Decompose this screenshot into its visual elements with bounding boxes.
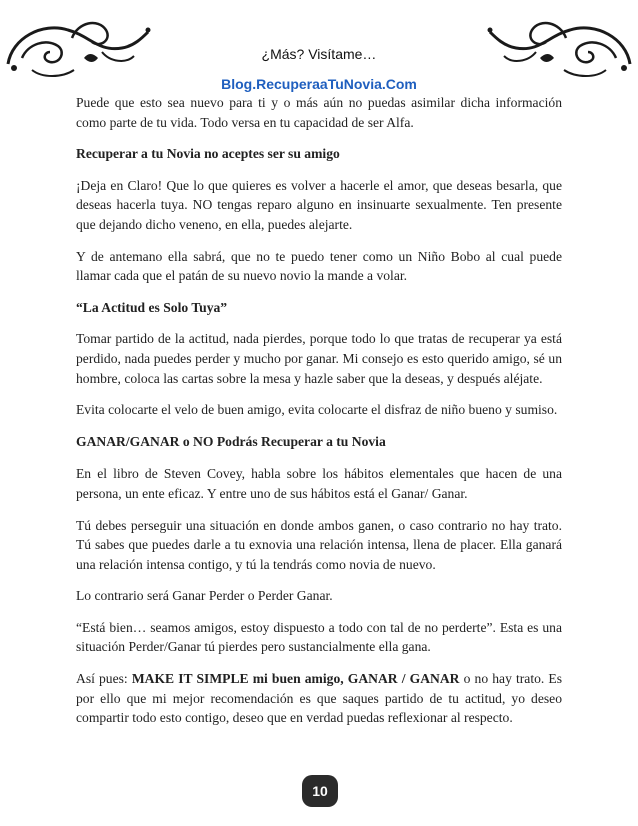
closing-emphasis: MAKE IT SIMPLE mi buen amigo, GANAR / GANAR	[131, 671, 460, 687]
paragraph: Evita colocarte el velo de buen amigo, evita colocarte el disfraz de niño bueno y sumiso.	[76, 402, 558, 418]
paragraph: Y de antemano ella sabrá, que no te puedo tener como un Niño Bobo al cual puede llamar cada que el patán de su nuevo novio la mande a volar.	[76, 248, 562, 284]
body-text	[76, 93, 562, 740]
paragraph: En el libro de Steven Covey, habla sobre los hábitos elementales que hacen de una persona, un ente eficaz. Y entre uno de sus hábitos está el Ganar/ Ganar.	[76, 466, 562, 501]
paragraph: ¡Deja en Claro! Que lo que quieres es volver a hacerle el amor, que deseas besarla, que deseas hacerla tuya. NO tengas reparo alguno en insinuarte sexualmente. Ten presente que dejando dicho veneno, en ella, puedes alejarte.	[76, 177, 562, 232]
paragraph: Puede que esto sea nuevo para ti y o más aún no puedas asimilar dicha información como parte de tu vida. Todo versa en tu capacidad de ser Alfa.	[76, 95, 562, 130]
section-heading-actitud: “La Actitud es Solo Tuya”	[76, 299, 228, 315]
paragraph: “Está bien… seamos amigos, estoy dispuesto a todo con tal de no perderte”. Esta es una situación Perder/Ganar tú pierdes pero sustancialmente ella gana.	[76, 619, 562, 655]
page-number-badge: 10	[302, 775, 338, 807]
closing-tail: o no hay trato. Es por ello que mi mejor recomendación es que saques partido de tu actitud, yo deseo compartir todo esto contigo, deseo que en verdad puedas reflexionar al respecto.	[76, 671, 563, 726]
closing-lead: Así pues:	[76, 671, 132, 687]
paragraph: Tomar partido de la actitud, nada pierdes, porque todo lo que tratas de recuperar ya está perdido, nada puedes perder y mucho por ganar. Mi consejo es esto querido amigo, sé un hombre, coloca las cartas sobre la mesa y hazle saber que la deseas, y después aléjate.	[76, 331, 562, 386]
paragraph-closing	[76, 669, 562, 728]
paragraph: Tú debes perseguir una situación en donde ambos ganen, o caso contrario no hay trato. Tú sabes que puedes darle a tu exnovia una relación intensa, llena de placer. Ella ganará una relación intensa contigo, y tú la tendrás como novia de nuevo.	[76, 517, 562, 572]
section-heading-ganar-ganar: GANAR/GANAR o NO Podrás Recuperar a tu Novia	[76, 433, 386, 449]
section-heading-no-amigo: Recuperar a tu Novia no aceptes ser su amigo	[76, 146, 340, 162]
paragraph: Lo contrario será Ganar Perder o Perder Ganar.	[76, 588, 333, 604]
blog-link[interactable]: Blog.RecuperaaTuNovia.Com	[221, 76, 417, 92]
header-tagline: ¿Más? Visítame…	[261, 46, 377, 62]
